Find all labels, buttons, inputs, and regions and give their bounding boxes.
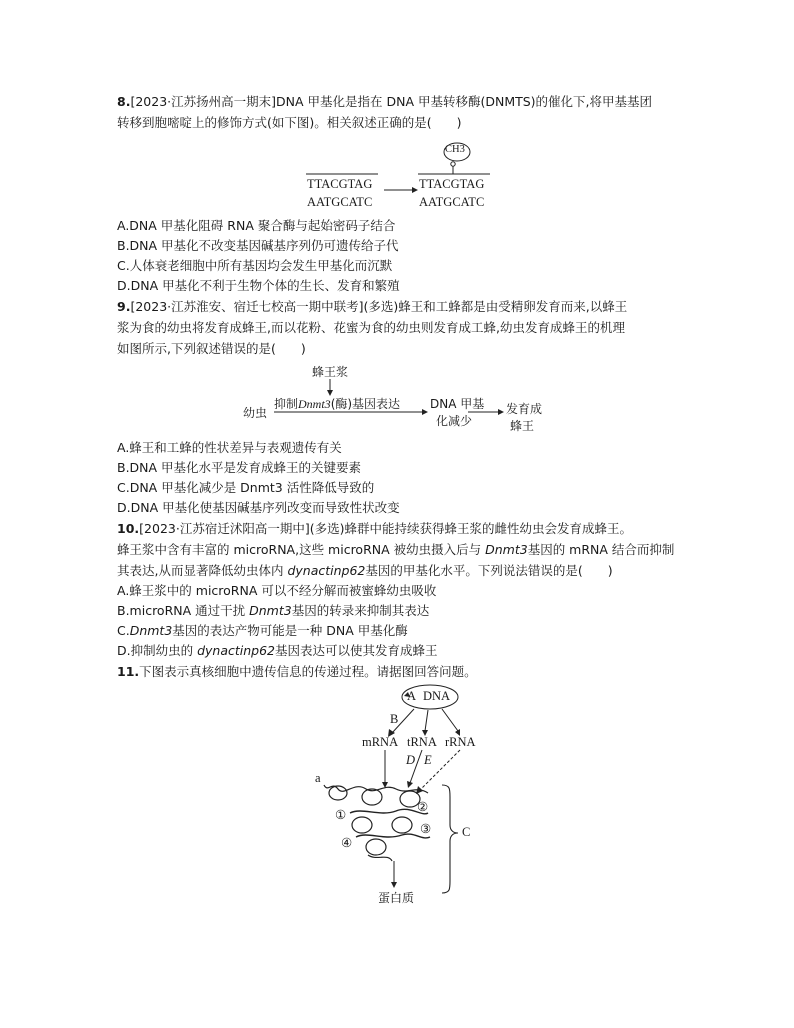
q10-stem-3a: 其表达,从而显著降低幼虫体内 (117, 563, 288, 578)
q10-stem-2b: 基因的 mRNA 结合而抑制 (527, 542, 675, 557)
q11-label-trna: tRNA (407, 735, 437, 749)
q11-figure-lines (310, 685, 490, 910)
q10-option-c (117, 621, 408, 641)
q10-line3 (117, 561, 613, 581)
q9-inhibit-pre: 抑制 (274, 397, 299, 411)
q9-stem-2: 浆为食的幼虫将发育成蜂王,而以花粉、花蜜为食的幼虫则发育成工蜂,幼虫发育成蜂王的机理 (117, 320, 625, 335)
q11-stem: 下图表示真核细胞中遗传信息的传递过程。请据图回答问题。 (139, 664, 477, 679)
q11-label-a-end: a (315, 771, 321, 785)
q11-number: 11. (117, 664, 140, 679)
q9-methyl-label-2: 化减少 (436, 414, 473, 428)
q11-label-1: ① (335, 808, 347, 822)
q10-option-b-gene: Dnmt3 (249, 603, 292, 618)
q11-label-mrna: mRNA (362, 735, 399, 749)
q8-methyl-label: CH3 (445, 144, 465, 155)
q10-option-d-pre: D.抑制幼虫的 (117, 643, 198, 658)
q9-develop-label-2: 蜂王 (510, 419, 535, 433)
q9-stem-3: 如图所示,下列叙述错误的是( ) (117, 341, 306, 356)
q10-option-c-post: 基因的表达产物可能是一种 DNA 甲基化酶 (172, 623, 408, 638)
q10-stem-3b: 基因的甲基化水平。下列说法错误的是( ) (365, 563, 613, 578)
q9-gene-name: Dnmt3 (298, 397, 331, 411)
q11-label-4: ④ (341, 836, 353, 850)
q8-option-a: A.DNA 甲基化阻碍 RNA 聚合酶与起始密码子结合 (117, 218, 396, 233)
q8-left-top-strand: TTACGTAG (307, 177, 373, 191)
q10-option-d (117, 641, 438, 661)
q9-royal-jelly-label: 蜂王浆 (312, 365, 349, 379)
q9-stem-1: [2023·江苏淮安、宿迁七校高一期中联考](多选)蜂王和工蜂都是由受精卵发育而来,以蜂王 (130, 299, 628, 314)
q10-option-d-gene: dynactinp62 (197, 643, 276, 658)
q11-label-3: ③ (420, 822, 432, 836)
q9-option-b: B.DNA 甲基化水平是发育成蜂王的关键要素 (117, 460, 362, 475)
q11-label-protein: 蛋白质 (378, 891, 415, 905)
q8-stem-1: [2023·江苏扬州高一期末]DNA 甲基化是指在 DNA 甲基转移酶(DNMTS)的催化下,将甲基基团 (130, 94, 653, 109)
q9-inhibit-post: (酶)基因表达 (330, 397, 401, 411)
q9-methyl-label-1: DNA 甲基 (430, 397, 485, 411)
q9-larva-label: 幼虫 (243, 406, 268, 420)
q10-stem-2a: 蜂王浆中含有丰富的 microRNA,这些 microRNA 被幼虫摄入后与 (117, 542, 486, 557)
q9-develop-label-1: 发育成 (506, 402, 543, 416)
q8-right-top-strand: TTACGTAG (419, 177, 485, 191)
q10-option-d-post: 基因表达可以使其发育成蜂王 (275, 643, 438, 658)
q11-label-a-process: A (407, 689, 417, 703)
q10-option-b-pre: B.microRNA 通过干扰 (117, 603, 250, 618)
q8-option-c: C.人体衰老细胞中所有基因均会发生甲基化而沉默 (117, 258, 393, 273)
q11-expression-figure (310, 685, 490, 910)
q11-label-d: D (406, 753, 416, 767)
q10-line2 (117, 540, 674, 560)
q9-inhibit-label (274, 395, 400, 412)
q9-mechanism-figure (240, 362, 560, 434)
q9-option-c: C.DNA 甲基化减少是 Dnmt3 活性降低导致的 (117, 480, 375, 495)
q8-number: 8. (117, 94, 131, 109)
q8-methylation-figure (300, 140, 500, 212)
q8-right-bottom-strand: AATGCATC (419, 195, 485, 209)
q10-option-b (117, 601, 429, 621)
q10-option-c-gene: Dnmt3 (129, 623, 173, 638)
q10-option-c-pre: C. (117, 623, 130, 638)
q8-option-d: D.DNA 甲基化不利于生物个体的生长、发育和繁殖 (117, 278, 400, 293)
q10-option-b-post: 基因的转录来抑制其表达 (291, 603, 430, 618)
q9-option-d: D.DNA 甲基化使基因碱基序列改变而导致性状改变 (117, 500, 400, 515)
q11-label-c-process: C (462, 825, 471, 839)
q8-option-b: B.DNA 甲基化不改变基因碱基序列仍可遗传给子代 (117, 238, 399, 253)
q10-stem-2-gene: Dnmt3 (485, 542, 528, 557)
q10-number: 10. (117, 521, 140, 536)
q8-line1 (117, 92, 652, 112)
q10-option-a: A.蜂王浆中的 microRNA 可以不经分解而被蜜蜂幼虫吸收 (117, 583, 437, 598)
q11-label-2: ② (417, 800, 429, 814)
q9-option-a: A.蜂王和工蜂的性状差异与表观遗传有关 (117, 440, 342, 455)
q10-line1 (117, 519, 632, 539)
q11-label-rrna: rRNA (445, 735, 476, 749)
q11-line1 (117, 662, 477, 682)
q8-left-bottom-strand: AATGCATC (307, 195, 373, 209)
q10-stem-1: [2023·江苏宿迁沭阳高一期中](多选)蜂群中能持续获得蜂王浆的雌性幼虫会发育成蜂王。 (139, 521, 632, 536)
q9-line1 (117, 297, 627, 317)
q11-label-dna: DNA (423, 689, 451, 703)
q9-number: 9. (117, 299, 131, 314)
q8-stem-2: 转移到胞嘧啶上的修饰方式(如下图)。相关叙述正确的是( ) (117, 115, 462, 130)
q10-stem-3-gene: dynactinp62 (287, 563, 366, 578)
q11-label-e: E (424, 753, 432, 767)
q11-label-b-process: B (390, 712, 399, 726)
